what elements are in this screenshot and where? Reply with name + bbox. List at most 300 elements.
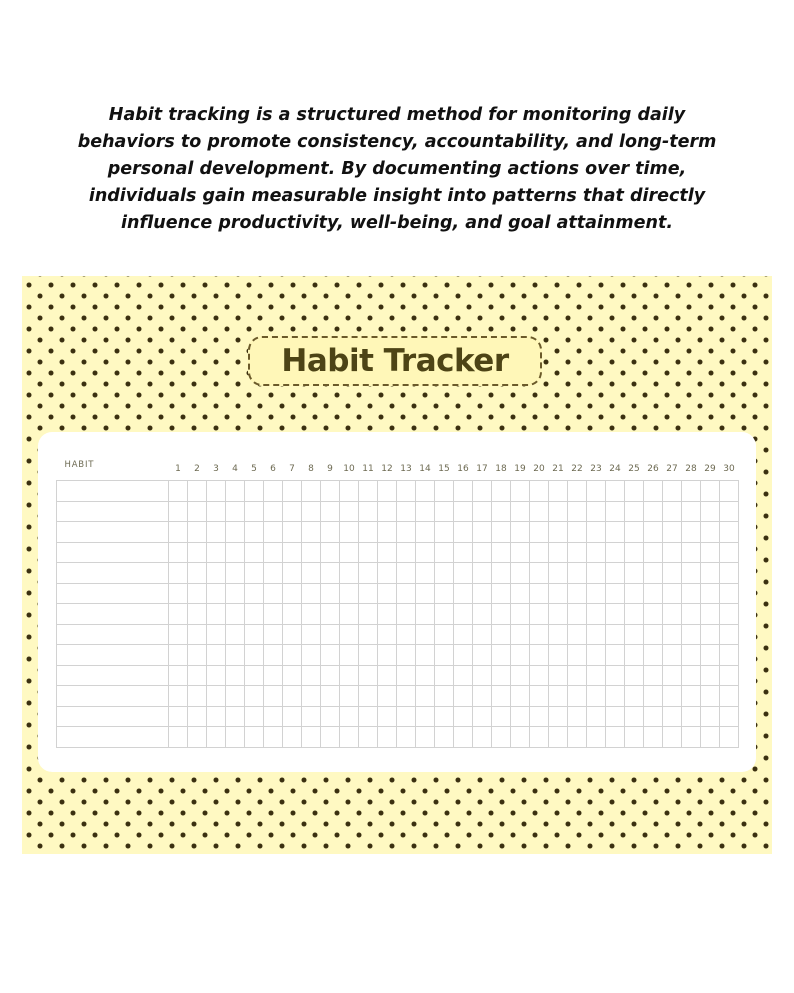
day-check-cell[interactable] — [454, 624, 473, 645]
day-check-cell[interactable] — [663, 481, 682, 502]
day-check-cell[interactable] — [378, 522, 397, 543]
day-check-cell[interactable] — [587, 706, 606, 727]
day-check-cell[interactable] — [606, 604, 625, 625]
day-check-cell[interactable] — [264, 706, 283, 727]
day-check-cell[interactable] — [416, 645, 435, 666]
day-check-cell[interactable] — [397, 645, 416, 666]
day-check-cell[interactable] — [549, 686, 568, 707]
day-check-cell[interactable] — [321, 645, 340, 666]
day-check-cell[interactable] — [340, 686, 359, 707]
day-check-cell[interactable] — [226, 522, 245, 543]
day-check-cell[interactable] — [283, 563, 302, 584]
day-check-cell[interactable] — [188, 686, 207, 707]
day-check-cell[interactable] — [169, 727, 188, 748]
day-check-cell[interactable] — [606, 563, 625, 584]
day-check-cell[interactable] — [359, 706, 378, 727]
day-check-cell[interactable] — [245, 542, 264, 563]
day-check-cell[interactable] — [549, 583, 568, 604]
day-check-cell[interactable] — [264, 542, 283, 563]
day-check-cell[interactable] — [340, 624, 359, 645]
day-check-cell[interactable] — [188, 501, 207, 522]
day-check-cell[interactable] — [321, 727, 340, 748]
day-check-cell[interactable] — [169, 686, 188, 707]
day-check-cell[interactable] — [378, 624, 397, 645]
day-check-cell[interactable] — [454, 481, 473, 502]
day-check-cell[interactable] — [435, 481, 454, 502]
habit-name-cell[interactable] — [57, 604, 169, 625]
day-check-cell[interactable] — [207, 706, 226, 727]
day-check-cell[interactable] — [644, 665, 663, 686]
day-check-cell[interactable] — [321, 563, 340, 584]
day-check-cell[interactable] — [454, 706, 473, 727]
day-check-cell[interactable] — [226, 583, 245, 604]
day-check-cell[interactable] — [378, 583, 397, 604]
day-check-cell[interactable] — [568, 542, 587, 563]
day-check-cell[interactable] — [530, 563, 549, 584]
day-check-cell[interactable] — [644, 727, 663, 748]
day-check-cell[interactable] — [397, 481, 416, 502]
day-check-cell[interactable] — [245, 665, 264, 686]
day-check-cell[interactable] — [188, 645, 207, 666]
day-check-cell[interactable] — [530, 665, 549, 686]
day-check-cell[interactable] — [454, 583, 473, 604]
day-check-cell[interactable] — [264, 665, 283, 686]
day-check-cell[interactable] — [188, 706, 207, 727]
day-check-cell[interactable] — [644, 706, 663, 727]
day-check-cell[interactable] — [207, 501, 226, 522]
day-check-cell[interactable] — [397, 686, 416, 707]
day-check-cell[interactable] — [226, 624, 245, 645]
day-check-cell[interactable] — [169, 501, 188, 522]
day-check-cell[interactable] — [606, 583, 625, 604]
day-check-cell[interactable] — [587, 645, 606, 666]
habit-name-cell[interactable] — [57, 522, 169, 543]
day-check-cell[interactable] — [321, 501, 340, 522]
day-check-cell[interactable] — [264, 501, 283, 522]
day-check-cell[interactable] — [701, 604, 720, 625]
day-check-cell[interactable] — [207, 665, 226, 686]
day-check-cell[interactable] — [663, 624, 682, 645]
day-check-cell[interactable] — [245, 624, 264, 645]
day-check-cell[interactable] — [226, 706, 245, 727]
day-check-cell[interactable] — [511, 501, 530, 522]
day-check-cell[interactable] — [568, 481, 587, 502]
day-check-cell[interactable] — [435, 542, 454, 563]
day-check-cell[interactable] — [435, 522, 454, 543]
habit-name-cell[interactable] — [57, 686, 169, 707]
day-check-cell[interactable] — [606, 706, 625, 727]
day-check-cell[interactable] — [283, 542, 302, 563]
day-check-cell[interactable] — [606, 665, 625, 686]
day-check-cell[interactable] — [378, 481, 397, 502]
day-check-cell[interactable] — [169, 665, 188, 686]
day-check-cell[interactable] — [245, 522, 264, 543]
day-check-cell[interactable] — [492, 583, 511, 604]
day-check-cell[interactable] — [321, 542, 340, 563]
day-check-cell[interactable] — [644, 542, 663, 563]
habit-name-cell[interactable] — [57, 645, 169, 666]
day-check-cell[interactable] — [397, 542, 416, 563]
day-check-cell[interactable] — [663, 583, 682, 604]
day-check-cell[interactable] — [321, 624, 340, 645]
day-check-cell[interactable] — [720, 604, 739, 625]
day-check-cell[interactable] — [606, 501, 625, 522]
day-check-cell[interactable] — [549, 542, 568, 563]
day-check-cell[interactable] — [416, 522, 435, 543]
day-check-cell[interactable] — [587, 624, 606, 645]
day-check-cell[interactable] — [511, 604, 530, 625]
day-check-cell[interactable] — [663, 706, 682, 727]
day-check-cell[interactable] — [359, 481, 378, 502]
day-check-cell[interactable] — [644, 501, 663, 522]
day-check-cell[interactable] — [359, 522, 378, 543]
day-check-cell[interactable] — [644, 624, 663, 645]
day-check-cell[interactable] — [188, 624, 207, 645]
day-check-cell[interactable] — [492, 563, 511, 584]
day-check-cell[interactable] — [511, 665, 530, 686]
day-check-cell[interactable] — [283, 645, 302, 666]
day-check-cell[interactable] — [359, 727, 378, 748]
day-check-cell[interactable] — [530, 686, 549, 707]
day-check-cell[interactable] — [606, 522, 625, 543]
day-check-cell[interactable] — [321, 686, 340, 707]
day-check-cell[interactable] — [682, 583, 701, 604]
day-check-cell[interactable] — [530, 727, 549, 748]
day-check-cell[interactable] — [416, 542, 435, 563]
day-check-cell[interactable] — [302, 706, 321, 727]
day-check-cell[interactable] — [302, 645, 321, 666]
day-check-cell[interactable] — [454, 563, 473, 584]
day-check-cell[interactable] — [682, 686, 701, 707]
day-check-cell[interactable] — [435, 624, 454, 645]
day-check-cell[interactable] — [720, 563, 739, 584]
day-check-cell[interactable] — [511, 706, 530, 727]
day-check-cell[interactable] — [530, 481, 549, 502]
day-check-cell[interactable] — [397, 624, 416, 645]
day-check-cell[interactable] — [283, 706, 302, 727]
day-check-cell[interactable] — [587, 481, 606, 502]
day-check-cell[interactable] — [302, 583, 321, 604]
day-check-cell[interactable] — [549, 522, 568, 543]
day-check-cell[interactable] — [416, 686, 435, 707]
day-check-cell[interactable] — [302, 563, 321, 584]
day-check-cell[interactable] — [435, 706, 454, 727]
day-check-cell[interactable] — [359, 645, 378, 666]
day-check-cell[interactable] — [435, 665, 454, 686]
day-check-cell[interactable] — [340, 522, 359, 543]
day-check-cell[interactable] — [454, 522, 473, 543]
day-check-cell[interactable] — [245, 686, 264, 707]
day-check-cell[interactable] — [321, 665, 340, 686]
day-check-cell[interactable] — [378, 727, 397, 748]
day-check-cell[interactable] — [169, 522, 188, 543]
day-check-cell[interactable] — [644, 522, 663, 543]
day-check-cell[interactable] — [188, 583, 207, 604]
day-check-cell[interactable] — [416, 706, 435, 727]
day-check-cell[interactable] — [378, 645, 397, 666]
day-check-cell[interactable] — [397, 522, 416, 543]
day-check-cell[interactable] — [720, 645, 739, 666]
day-check-cell[interactable] — [264, 686, 283, 707]
day-check-cell[interactable] — [169, 624, 188, 645]
day-check-cell[interactable] — [226, 481, 245, 502]
habit-name-cell[interactable] — [57, 706, 169, 727]
day-check-cell[interactable] — [511, 727, 530, 748]
day-check-cell[interactable] — [644, 563, 663, 584]
day-check-cell[interactable] — [644, 686, 663, 707]
day-check-cell[interactable] — [511, 563, 530, 584]
day-check-cell[interactable] — [226, 686, 245, 707]
day-check-cell[interactable] — [701, 481, 720, 502]
day-check-cell[interactable] — [169, 645, 188, 666]
day-check-cell[interactable] — [587, 665, 606, 686]
day-check-cell[interactable] — [473, 686, 492, 707]
day-check-cell[interactable] — [245, 583, 264, 604]
day-check-cell[interactable] — [454, 665, 473, 686]
day-check-cell[interactable] — [283, 624, 302, 645]
day-check-cell[interactable] — [169, 542, 188, 563]
day-check-cell[interactable] — [492, 686, 511, 707]
day-check-cell[interactable] — [663, 604, 682, 625]
day-check-cell[interactable] — [473, 665, 492, 686]
day-check-cell[interactable] — [720, 686, 739, 707]
day-check-cell[interactable] — [492, 665, 511, 686]
habit-name-cell[interactable] — [57, 583, 169, 604]
day-check-cell[interactable] — [682, 501, 701, 522]
day-check-cell[interactable] — [625, 604, 644, 625]
day-check-cell[interactable] — [397, 501, 416, 522]
day-check-cell[interactable] — [169, 481, 188, 502]
day-check-cell[interactable] — [226, 665, 245, 686]
habit-name-cell[interactable] — [57, 727, 169, 748]
day-check-cell[interactable] — [682, 542, 701, 563]
day-check-cell[interactable] — [264, 727, 283, 748]
day-check-cell[interactable] — [359, 624, 378, 645]
day-check-cell[interactable] — [416, 583, 435, 604]
day-check-cell[interactable] — [511, 583, 530, 604]
day-check-cell[interactable] — [644, 583, 663, 604]
day-check-cell[interactable] — [207, 645, 226, 666]
day-check-cell[interactable] — [720, 481, 739, 502]
day-check-cell[interactable] — [682, 624, 701, 645]
day-check-cell[interactable] — [359, 604, 378, 625]
day-check-cell[interactable] — [682, 563, 701, 584]
day-check-cell[interactable] — [625, 583, 644, 604]
day-check-cell[interactable] — [435, 563, 454, 584]
day-check-cell[interactable] — [530, 706, 549, 727]
day-check-cell[interactable] — [549, 604, 568, 625]
day-check-cell[interactable] — [378, 563, 397, 584]
day-check-cell[interactable] — [359, 501, 378, 522]
day-check-cell[interactable] — [378, 501, 397, 522]
day-check-cell[interactable] — [454, 604, 473, 625]
day-check-cell[interactable] — [340, 542, 359, 563]
day-check-cell[interactable] — [473, 583, 492, 604]
day-check-cell[interactable] — [568, 727, 587, 748]
day-check-cell[interactable] — [682, 522, 701, 543]
day-check-cell[interactable] — [492, 481, 511, 502]
day-check-cell[interactable] — [416, 727, 435, 748]
day-check-cell[interactable] — [207, 542, 226, 563]
day-check-cell[interactable] — [188, 665, 207, 686]
day-check-cell[interactable] — [302, 727, 321, 748]
habit-name-cell[interactable] — [57, 563, 169, 584]
day-check-cell[interactable] — [473, 727, 492, 748]
day-check-cell[interactable] — [226, 542, 245, 563]
day-check-cell[interactable] — [169, 706, 188, 727]
day-check-cell[interactable] — [568, 604, 587, 625]
day-check-cell[interactable] — [587, 604, 606, 625]
day-check-cell[interactable] — [302, 604, 321, 625]
day-check-cell[interactable] — [663, 665, 682, 686]
day-check-cell[interactable] — [549, 645, 568, 666]
day-check-cell[interactable] — [568, 522, 587, 543]
day-check-cell[interactable] — [492, 645, 511, 666]
habit-name-cell[interactable] — [57, 542, 169, 563]
day-check-cell[interactable] — [530, 522, 549, 543]
day-check-cell[interactable] — [587, 727, 606, 748]
day-check-cell[interactable] — [454, 727, 473, 748]
day-check-cell[interactable] — [530, 624, 549, 645]
day-check-cell[interactable] — [264, 481, 283, 502]
day-check-cell[interactable] — [416, 624, 435, 645]
day-check-cell[interactable] — [188, 604, 207, 625]
day-check-cell[interactable] — [644, 645, 663, 666]
day-check-cell[interactable] — [701, 624, 720, 645]
day-check-cell[interactable] — [473, 624, 492, 645]
day-check-cell[interactable] — [473, 522, 492, 543]
day-check-cell[interactable] — [245, 727, 264, 748]
day-check-cell[interactable] — [587, 686, 606, 707]
day-check-cell[interactable] — [720, 522, 739, 543]
day-check-cell[interactable] — [625, 522, 644, 543]
day-check-cell[interactable] — [473, 604, 492, 625]
day-check-cell[interactable] — [226, 645, 245, 666]
day-check-cell[interactable] — [454, 501, 473, 522]
day-check-cell[interactable] — [473, 481, 492, 502]
day-check-cell[interactable] — [549, 624, 568, 645]
day-check-cell[interactable] — [587, 542, 606, 563]
day-check-cell[interactable] — [701, 727, 720, 748]
day-check-cell[interactable] — [264, 563, 283, 584]
day-check-cell[interactable] — [530, 542, 549, 563]
day-check-cell[interactable] — [530, 501, 549, 522]
day-check-cell[interactable] — [492, 542, 511, 563]
day-check-cell[interactable] — [264, 645, 283, 666]
day-check-cell[interactable] — [720, 624, 739, 645]
day-check-cell[interactable] — [473, 542, 492, 563]
day-check-cell[interactable] — [302, 522, 321, 543]
day-check-cell[interactable] — [549, 665, 568, 686]
day-check-cell[interactable] — [378, 706, 397, 727]
day-check-cell[interactable] — [663, 727, 682, 748]
day-check-cell[interactable] — [207, 686, 226, 707]
day-check-cell[interactable] — [568, 624, 587, 645]
day-check-cell[interactable] — [340, 645, 359, 666]
day-check-cell[interactable] — [663, 563, 682, 584]
day-check-cell[interactable] — [340, 665, 359, 686]
day-check-cell[interactable] — [302, 665, 321, 686]
day-check-cell[interactable] — [416, 563, 435, 584]
day-check-cell[interactable] — [245, 604, 264, 625]
habit-name-cell[interactable] — [57, 481, 169, 502]
day-check-cell[interactable] — [435, 727, 454, 748]
day-check-cell[interactable] — [283, 604, 302, 625]
day-check-cell[interactable] — [549, 706, 568, 727]
day-check-cell[interactable] — [435, 501, 454, 522]
day-check-cell[interactable] — [606, 542, 625, 563]
day-check-cell[interactable] — [264, 624, 283, 645]
day-check-cell[interactable] — [340, 706, 359, 727]
day-check-cell[interactable] — [530, 645, 549, 666]
day-check-cell[interactable] — [169, 604, 188, 625]
day-check-cell[interactable] — [302, 501, 321, 522]
day-check-cell[interactable] — [663, 522, 682, 543]
day-check-cell[interactable] — [416, 665, 435, 686]
day-check-cell[interactable] — [701, 583, 720, 604]
day-check-cell[interactable] — [625, 665, 644, 686]
day-check-cell[interactable] — [682, 706, 701, 727]
day-check-cell[interactable] — [378, 604, 397, 625]
day-check-cell[interactable] — [701, 706, 720, 727]
day-check-cell[interactable] — [435, 645, 454, 666]
day-check-cell[interactable] — [397, 727, 416, 748]
day-check-cell[interactable] — [644, 604, 663, 625]
day-check-cell[interactable] — [226, 501, 245, 522]
day-check-cell[interactable] — [245, 706, 264, 727]
day-check-cell[interactable] — [226, 563, 245, 584]
day-check-cell[interactable] — [321, 522, 340, 543]
day-check-cell[interactable] — [625, 481, 644, 502]
day-check-cell[interactable] — [473, 645, 492, 666]
day-check-cell[interactable] — [207, 727, 226, 748]
day-check-cell[interactable] — [587, 563, 606, 584]
day-check-cell[interactable] — [454, 686, 473, 707]
day-check-cell[interactable] — [606, 624, 625, 645]
day-check-cell[interactable] — [264, 583, 283, 604]
day-check-cell[interactable] — [397, 583, 416, 604]
day-check-cell[interactable] — [549, 727, 568, 748]
day-check-cell[interactable] — [473, 706, 492, 727]
day-check-cell[interactable] — [473, 563, 492, 584]
day-check-cell[interactable] — [283, 501, 302, 522]
day-check-cell[interactable] — [245, 645, 264, 666]
day-check-cell[interactable] — [378, 542, 397, 563]
day-check-cell[interactable] — [207, 604, 226, 625]
day-check-cell[interactable] — [625, 727, 644, 748]
day-check-cell[interactable] — [682, 604, 701, 625]
day-check-cell[interactable] — [359, 583, 378, 604]
day-check-cell[interactable] — [378, 665, 397, 686]
day-check-cell[interactable] — [226, 604, 245, 625]
day-check-cell[interactable] — [188, 727, 207, 748]
day-check-cell[interactable] — [663, 542, 682, 563]
day-check-cell[interactable] — [701, 645, 720, 666]
day-check-cell[interactable] — [321, 481, 340, 502]
day-check-cell[interactable] — [359, 665, 378, 686]
day-check-cell[interactable] — [397, 665, 416, 686]
day-check-cell[interactable] — [663, 686, 682, 707]
day-check-cell[interactable] — [511, 522, 530, 543]
day-check-cell[interactable] — [340, 583, 359, 604]
day-check-cell[interactable] — [587, 522, 606, 543]
day-check-cell[interactable] — [511, 686, 530, 707]
day-check-cell[interactable] — [321, 706, 340, 727]
day-check-cell[interactable] — [207, 481, 226, 502]
day-check-cell[interactable] — [625, 501, 644, 522]
day-check-cell[interactable] — [701, 686, 720, 707]
day-check-cell[interactable] — [606, 686, 625, 707]
